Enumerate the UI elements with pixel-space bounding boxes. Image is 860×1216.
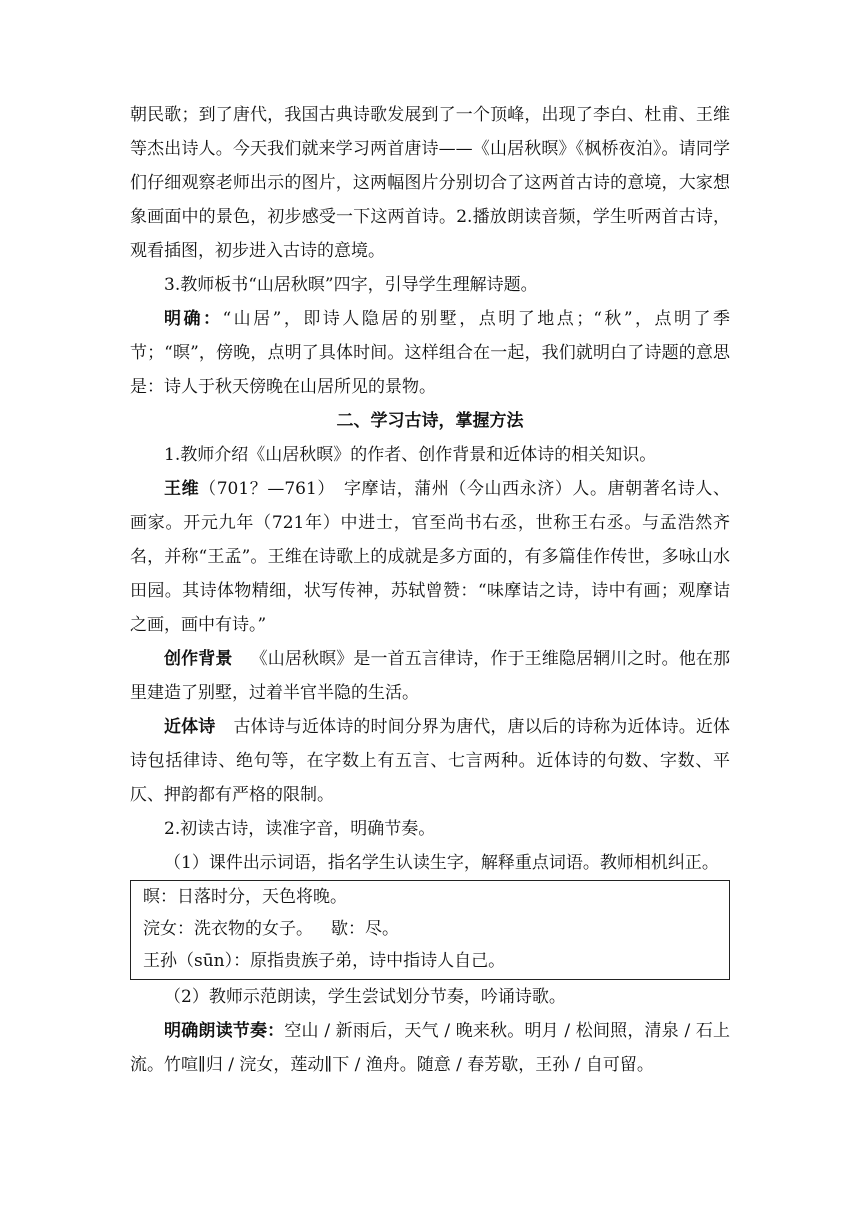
board-writing-paragraph: 3.教师板书“山居秋暝”四字，引导学生理解诗题。: [164, 275, 538, 295]
clarify-paragraph: [130, 302, 730, 404]
glossary-box: [130, 880, 730, 980]
document-page: [130, 98, 730, 1082]
glossary-term: 浣女：洗衣物的女子。: [143, 919, 313, 939]
rhythm-text: 空山 / 新雨后，天气 / 晚来秋。明月 / 松间照，清泉 / 石上流。竹喧∥归 / 浣女，莲动∥下 / 渔舟。随意 / 春芳歇，王孙 / 自可留。: [130, 1021, 731, 1075]
first-reading-paragraph: 2.初读古诗，读准字音，明确节奏。: [164, 819, 436, 839]
modern-poetry-text: 古体诗与近体诗的时间分界为唐代，唐以后的诗称为近体诗。近体诗包括律诗、绝句等，在字数上有五言、七言两种。近体诗的句数、字数、平仄、押韵都有严格的限制。: [130, 717, 730, 805]
background-text: 《山居秋暝》是一首五言律诗，作于王维隐居辋川之时。他在那里建造了别墅，过着半官半隐的生活。: [130, 649, 730, 703]
section-heading: 二、学习古诗，掌握方法: [336, 411, 524, 431]
glossary-line: 王孙（sūn）：原指贵族子弟，诗中指诗人自己。: [143, 951, 506, 971]
author-label: 王维: [164, 479, 200, 499]
glossary-line: 暝：日落时分，天色将晚。: [143, 887, 347, 907]
modern-poetry-label: 近体诗: [164, 717, 216, 737]
rhythm-label: 明确朗读节奏：: [164, 1021, 285, 1041]
intro-paragraph: 朝民歌；到了唐代，我国古典诗歌发展到了一个顶峰，出现了李白、杜甫、王维等杰出诗人。今天我们就来学习两首唐诗——《山居秋暝》《枫桥夜泊》。请同学们仔细观察老师出示的图片，这两幅图片分别切合了这两首古诗的意境，大家想象画面中的景色，初步感受一下这两首诗。2.播放朗读音频，学生听两首古诗，观看插图，初步进入古诗的意境。: [130, 105, 730, 261]
author-text: （701？—761） 字摩诘，蒲州（今山西永济）人。唐朝著名诗人、画家。开元九年（721年）中进士，官至尚书右丞，世称王右丞。与孟浩然齐名，并称“王孟”。王维在诗歌上的成就是多方面的，有多篇佳作传世，多咏山水田园。其诗体物精细，状写传神，苏轼曾赞：“味摩诘之诗，诗中有画；观摩诘之画，画中有诗。”: [130, 479, 730, 635]
glossary-term: 歇：尽。: [331, 919, 399, 939]
author-paragraph: [130, 472, 730, 642]
modern-poetry-paragraph: [130, 710, 730, 812]
rhythm-paragraph: [130, 1014, 730, 1082]
background-paragraph: [130, 642, 730, 710]
courseware-paragraph: （1）课件出示词语，指名学生认读生字，解释重点词语。教师相机纠正。: [164, 853, 719, 873]
background-label: 创作背景: [164, 649, 233, 669]
glossary-line: [143, 913, 717, 945]
clarify-label: 明确：: [164, 309, 223, 329]
model-reading-paragraph: （2）教师示范朗读，学生尝试划分节奏，吟诵诗歌。: [164, 987, 566, 1007]
clarify-text: “山居”，即诗人隐居的别墅，点明了地点；“秋”，点明了季节；“暝”，傍晚，点明了具体时间。这样组合在一起，我们就明白了诗题的意思是：诗人于秋天傍晚在山居所见的景物。: [130, 309, 731, 397]
intro-author-paragraph: 1.教师介绍《山居秋暝》的作者、创作背景和近体诗的相关知识。: [164, 445, 657, 465]
